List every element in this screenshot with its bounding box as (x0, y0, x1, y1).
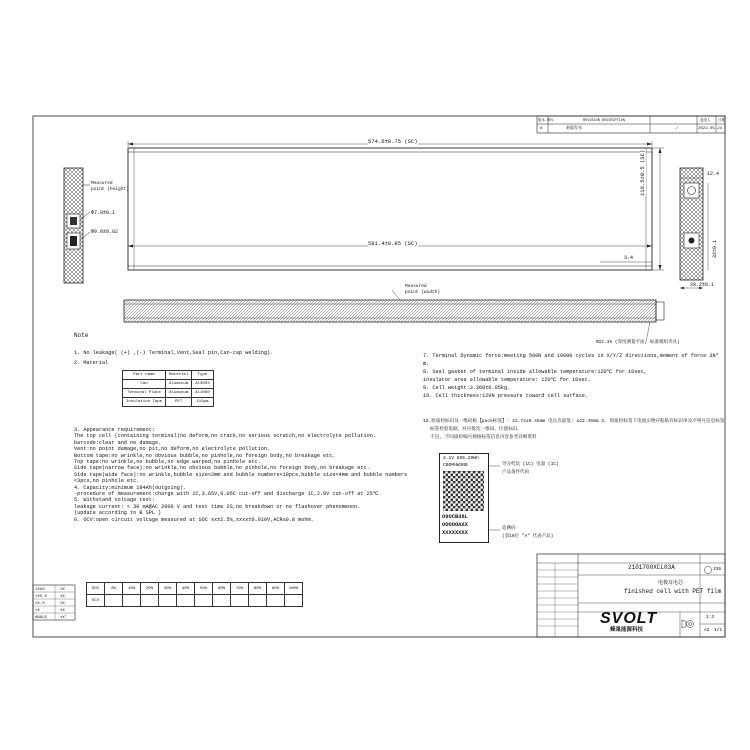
label-callout-1b: 产品条件代码 (502, 470, 529, 475)
table-row (87, 595, 303, 607)
note-line: 7. Terminal Dynamic force:meeting 500N and 10000 cycles in X/Y/Z directions,moment of force 3N* (423, 353, 719, 359)
note-line: 3. Appearance requirement: (74, 427, 155, 433)
tol-row-1-a: ×XXX (35, 588, 45, 592)
tol-row-5-b: ±X° (60, 616, 68, 620)
note-line: 9. Cell weight:3.360±0.05kg. (423, 385, 511, 391)
ocv-column-header: 50% (195, 583, 213, 595)
rev-header-rev: 版本 REV (538, 119, 554, 123)
tol-row-2-a: ×XX.X (35, 595, 48, 599)
ocv-column-header: 40% (177, 583, 195, 595)
rev-header-date: 日期 (718, 119, 725, 123)
ocv-table (86, 582, 303, 607)
cell-label (439, 453, 489, 543)
scale: 1:3 (706, 615, 715, 620)
label-callout-2b: (第16位 "A" 代表产品) (502, 534, 554, 539)
measured-point-height: Measured point (height) (91, 181, 129, 192)
ocv-column-header: 80% (249, 583, 267, 595)
drawing-number: 2101700XCL03A (628, 564, 675, 571)
rev-by: / (676, 127, 679, 131)
tol-row-2-b: ±X (60, 595, 65, 599)
chinese-note: 12.原质检标识及一维码贴【pack标签】: 21.72±0.45mm 电压点最低: ≤22.45mm 3. 原质检标签下电池实物应粘贴有标识单及序列号信息标签 (423, 419, 725, 424)
note-line: m. (423, 361, 430, 367)
label-line-5: XXXXXXXX (442, 530, 468, 536)
table-cell: Type (192, 371, 213, 380)
ocv-column-header: 0% (105, 583, 123, 595)
company-name-cn: 蜂巢能源科技 (610, 626, 644, 633)
right-notes (423, 352, 719, 400)
tol-row-4-a: ×X (35, 609, 40, 613)
table-cell: OCV (87, 595, 105, 607)
dim-3-4: 3.4 (624, 255, 634, 261)
label-line-4: OOOOOAXX (442, 522, 468, 528)
chinese-note-2: 标签检验依据、对应批次一维码、位置标识、 (430, 427, 522, 432)
note-line: Bottom tape:no wrinkle,no obvious bubble,no pinhole,no foreign body,no breakage etc. (74, 452, 336, 459)
table-cell: Aluminum (166, 389, 192, 398)
rev-description: 新版发布 (566, 127, 582, 131)
tol-row-4-b: ±X (60, 609, 65, 613)
ocv-value-cell (105, 595, 123, 607)
table-cell: Terminal Plate (123, 389, 166, 398)
main-front-view (128, 138, 664, 270)
ocv-column-header: 60% (213, 583, 231, 595)
table-cell: Aluminum (166, 380, 192, 389)
note-line: Vent:no point damage,no pit,no deform,no electrolyte pollution. (74, 446, 271, 453)
appearance-notes (74, 427, 407, 523)
ocv-value-cell (267, 595, 285, 607)
tol-row-3-a: ×X.X (35, 602, 45, 606)
note-line: 5. Withstand voltage test: (74, 497, 155, 504)
page-number: 1/1 (714, 628, 723, 633)
note-line: (update according to B SPL ) (74, 510, 162, 517)
ocv-value-cell (123, 595, 141, 607)
note-line: barcode:clear and no damage. (74, 439, 162, 446)
table-cell: PET (166, 398, 192, 407)
right-end-view (680, 168, 708, 289)
dim-dia-9: Φ9.0±0.02 (91, 229, 119, 235)
note-line: 6. OCV:open circuit voltage measured at SOC xx±2.5%,xxxx±0.010V,ACR≤0.8 mohm. (74, 516, 314, 523)
sheet-size: 336 (713, 567, 722, 572)
label-callout-2: 追溯码 (502, 526, 516, 531)
company-logo: SVOLT (600, 610, 658, 627)
ocv-value-cell (231, 595, 249, 607)
ocv-value-cell (249, 595, 267, 607)
rev-value: A (540, 127, 543, 131)
note-line: insulator area allowable temperature: 120℃ for 10sec. (423, 377, 591, 383)
dim-length-top: 574.6±0.75 (SC) (368, 138, 418, 145)
tol-row-3-b: ±X (60, 602, 65, 606)
chinese-note-3: 不良, 不同质检编号规格标签信息内容参考详细资料 (430, 435, 537, 440)
material-table (122, 370, 214, 407)
ocv-column-header: 70% (231, 583, 249, 595)
dim-height: 118.5±0.5 (SC) (639, 149, 646, 196)
note-line: 10. Cell thickness:120N pressure toward cell surface. (423, 393, 588, 399)
note-line: -procedure of measurement:charge with 1C,3.65V,0.05C cut-off and discharge 1C,2.0V cut-off at 25℃. (74, 491, 382, 498)
note-1: 1. No leakage( (+) ,(-) Terminal,Vent,Seal pin,Can-cap welding). (74, 350, 274, 356)
note-line: leakage current: < 30 mA@AC 2000 V and test time 2S,no breakdown or no flashover phenomenon. (74, 503, 361, 510)
table-row (123, 398, 214, 407)
tol-row-5-a: ANGLE (35, 616, 48, 620)
rev-date: 2022.05.24 (698, 127, 723, 131)
dim-thickness: Φ22.35 (厚度测量平面, 标准模组夹具) (596, 340, 680, 345)
note-line: Top tape:no wrinkle,no bubble,no edge warped,no pinhole etc. (74, 459, 261, 466)
note-2: 2. Material (74, 360, 109, 366)
note-line: The top cell (containing terminal)no deform,no crack,no serious scratch,no electrolyte pollution. (74, 433, 376, 440)
notes-title: Note (74, 332, 89, 339)
title-rev: A2 (704, 628, 710, 633)
table-cell: Al3003 (192, 380, 213, 389)
dim-12-4: 12.4 (707, 171, 720, 177)
rev-header-desc: REVISION DESCRIPTION (583, 119, 626, 123)
ocv-column-header: 20% (141, 583, 159, 595)
dim-length-bottom: 581.4±0.85 (SC) (368, 240, 418, 247)
note-line: Side tape(narrow face):no wrinkle,no obvious bubble,no pinhole,no foreign body,no breakage etc. (74, 465, 370, 472)
ocv-value-cell (159, 595, 177, 607)
table-cell: 110μm (192, 398, 213, 407)
tol-row-1-b: ±X (60, 588, 65, 592)
dim-20-2: 20.2±0.1 (690, 282, 715, 288)
note-line: Side tape(wide face):no wrinkle,bubble size<2mm and bubble numbers<10pcs,bubble size<4mm and bubble numbers (74, 471, 408, 478)
part-name-en: finished cell with PET film (624, 588, 722, 595)
note-line: 8. Seal gasket of terminal inside allowable temperature:120℃ for 10sec, (423, 369, 647, 375)
dim-32: 32±0.1 (712, 239, 718, 258)
label-line-1: 3.1V 595.20Wh (443, 456, 479, 461)
ocv-value-cell (195, 595, 213, 607)
table-cell: Material (166, 371, 192, 380)
table-row (123, 389, 214, 398)
note-line: <3pcs,no pinhole etc. (74, 478, 140, 485)
qr-code (443, 471, 484, 511)
dim-dia-7: Φ7.0±0.1 (91, 210, 116, 216)
table-cell: Can (123, 380, 166, 389)
side-view-strip (124, 290, 664, 322)
ocv-value-cell (177, 595, 195, 607)
ocv-column-header: 10% (123, 583, 141, 595)
rev-header-by: 更改人 (700, 119, 711, 123)
d-marker-icon (705, 567, 712, 574)
note-line: 4. Capacity:minimum 184Ah(outgoing). (74, 484, 187, 491)
label-line-2: CBOMHW3NB (443, 463, 468, 468)
left-end-view (64, 168, 90, 283)
ocv-value-cell (285, 595, 303, 607)
ocv-column-header: 30% (159, 583, 177, 595)
table-cell: Part name (123, 371, 166, 380)
table-cell: Al1060 (192, 389, 213, 398)
ocv-column-header: 90% (267, 583, 285, 595)
measured-point-width: Measured point (width) (405, 284, 441, 295)
table-cell: Insulation Tape (123, 398, 166, 407)
table-row (123, 380, 214, 389)
ocv-column-header: 100% (285, 583, 303, 595)
table-row (87, 583, 303, 595)
table-row (123, 371, 214, 380)
table-cell: SOC (87, 583, 105, 595)
part-name-cn: 电极耳电芯 (658, 580, 684, 586)
ocv-value-cell (141, 595, 159, 607)
label-line-3: O9UCB36L (442, 514, 468, 520)
ocv-value-cell (213, 595, 231, 607)
label-callout-1: 导分档次 (1C) 电量 (1C) (502, 462, 559, 467)
projection-symbol-icon (682, 620, 694, 628)
